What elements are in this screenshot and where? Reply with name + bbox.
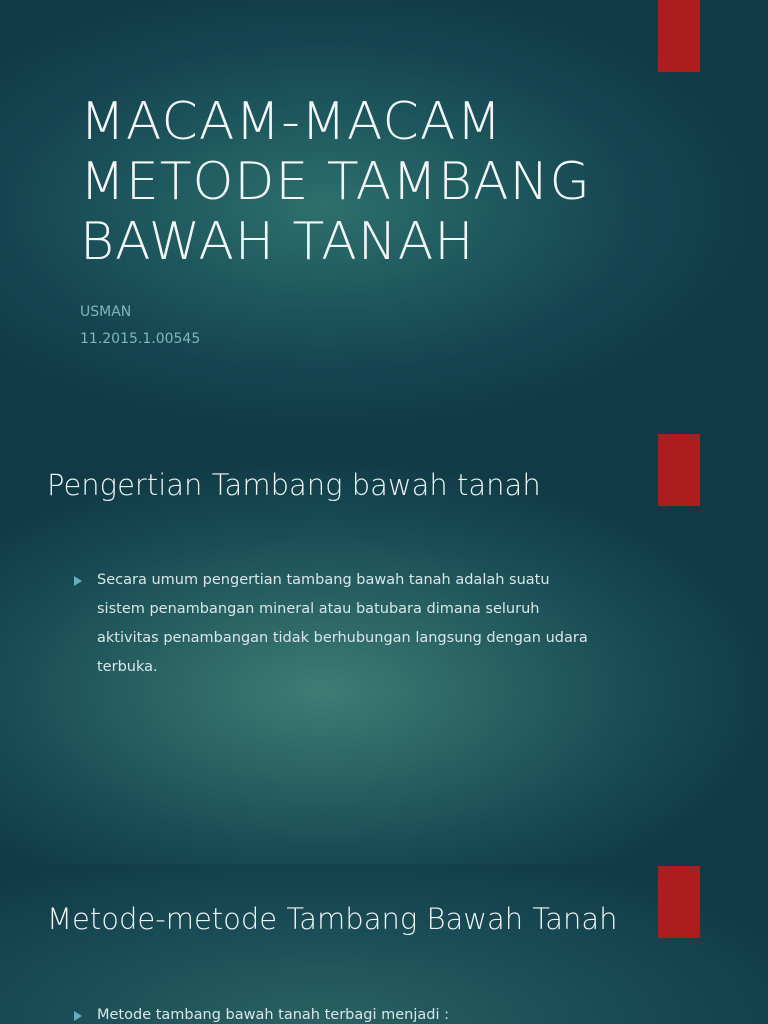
author-id: 11.2015.1.00545	[80, 331, 201, 347]
bullet-list	[74, 566, 594, 682]
slide-heading: Pengertian Tambang bawah tanah	[47, 468, 541, 502]
accent-tab	[658, 866, 700, 938]
slide-definition[interactable]	[0, 432, 768, 864]
main-title: MACAM-MACAM METODE TAMBANG BAWAH TANAH	[80, 92, 591, 272]
bullet-list	[74, 1001, 594, 1024]
author-name: USMAN	[80, 304, 132, 320]
list-item	[74, 566, 594, 682]
slide-methods[interactable]	[0, 864, 768, 1024]
accent-tab	[658, 434, 700, 506]
list-item	[74, 1001, 594, 1024]
accent-tab	[658, 0, 700, 72]
bullet-text: Metode tambang bawah tanah terbagi menjadi :	[97, 1007, 449, 1023]
bullet-text: Secara umum pengertian tambang bawah tanah adalah suatu sistem penambangan mineral atau batubara dimana seluruh aktivitas penambangan tidak berhubungan langsung dengan udara terbuka.	[97, 572, 588, 675]
triangle-right-icon	[74, 1011, 82, 1021]
slide-title[interactable]	[0, 0, 768, 432]
slide-heading: Metode-metode Tambang Bawah Tanah	[47, 902, 618, 936]
triangle-right-icon	[74, 576, 82, 586]
